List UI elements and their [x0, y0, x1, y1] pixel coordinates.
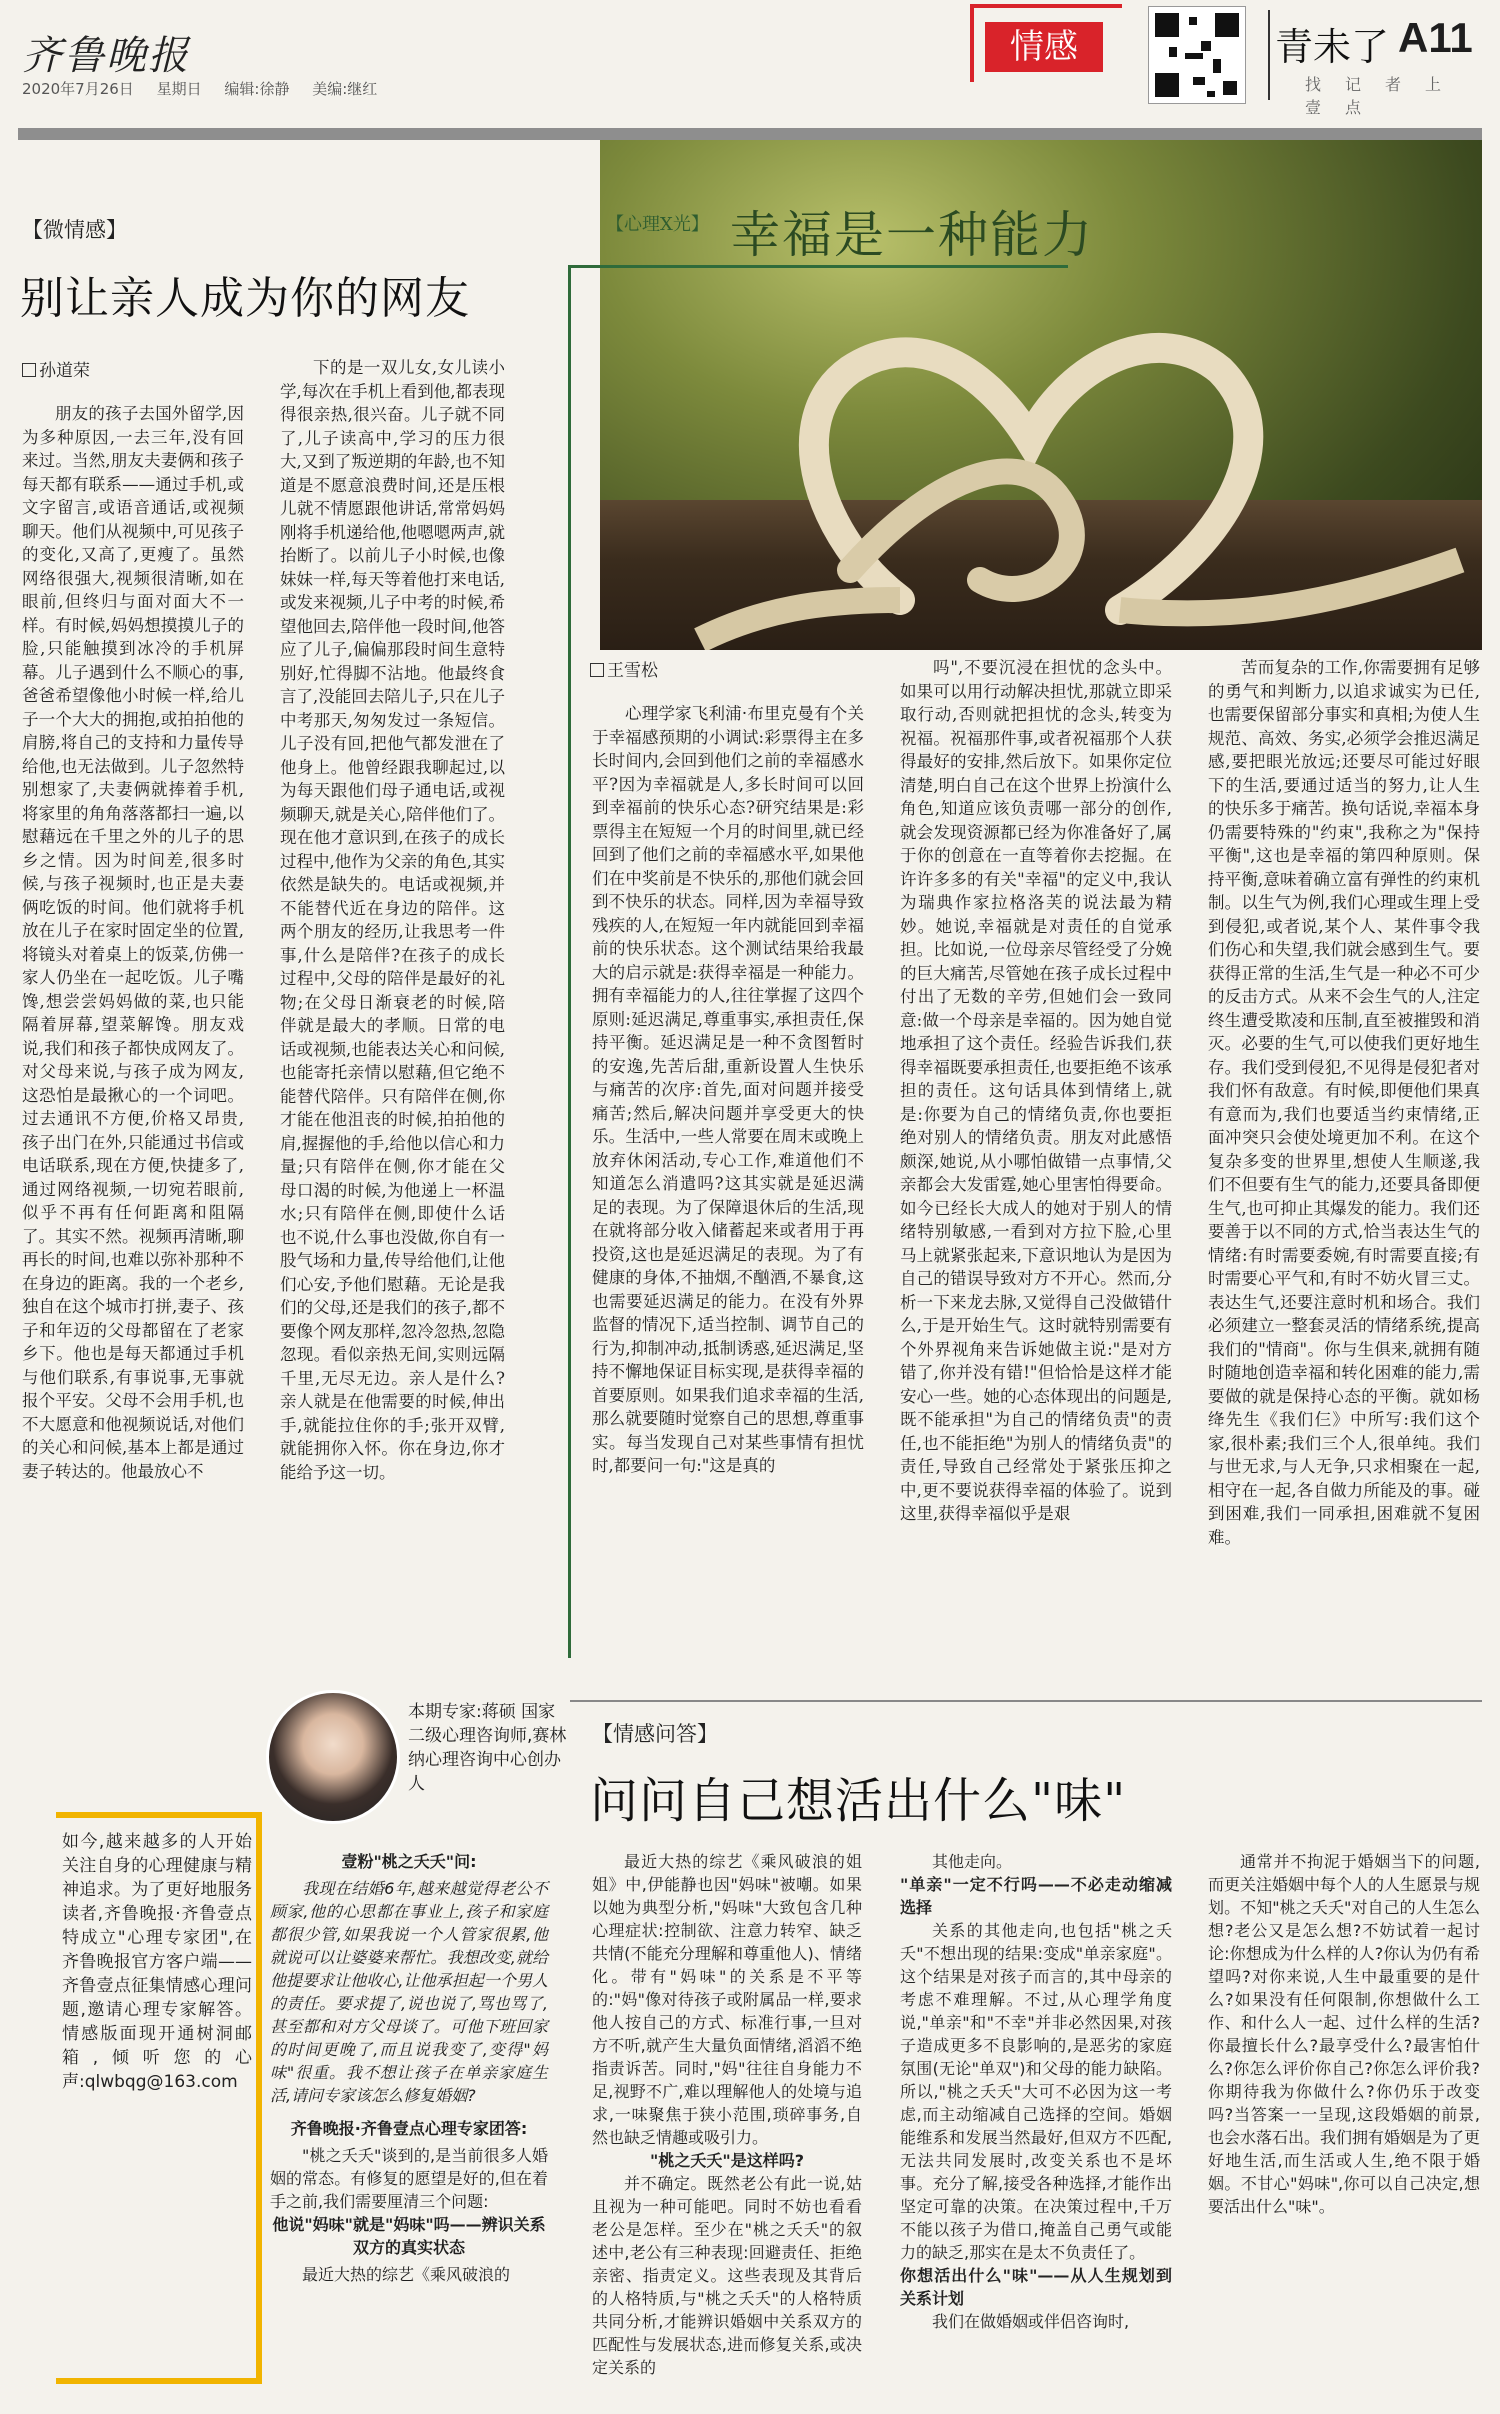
qa-column-3 [900, 1850, 1172, 2390]
article1-column-1 [22, 402, 244, 1642]
article1-body-1: 朋友的孩子去国外留学,因为多种原因,一去三年,没有回来过。当然,朋友夫妻俩和孩子每天都有联系——通过手机,或文字留言,或语音通话,或视频聊天。他们从视频中,可见孩子的变化,又高了,更瘦了。虽然网络很强大,视频很清晰,如在眼前,但终归与面对面大不一样。有时候,妈妈想摸摸儿子的脸,只能触摸到冰冷的手机屏幕。儿子遇到什么不顺心的事,爸爸希望像他小时候一样,给儿子一个大大的拥抱,或拍拍他的肩膀,将自己的支持和力量传导给他,也无法做到。儿子忽然特别想家了,夫妻俩就捧着手机,将家里的角角落落都扫一遍,以慰藉远在千里之外的儿子的思乡之情。因为时间差,很多时候,与孩子视频时,也正是夫妻俩吃饭的时间。他们就将手机放在儿子在家时固定坐的位置,将镜头对着桌上的饭菜,仿佛一家人仍坐在一起吃饭。儿子嘴馋,想尝尝妈妈做的菜,也只能隔着屏幕,望菜解馋。朋友戏说,我们和孩子都快成网友了。对父母来说,与孩子成为网友,这恐怕是最揪心的一个词吧。过去通讯不方便,价格又昂贵,孩子出门在外,只能通过书信或电话联系,现在方便,快捷多了,通过网络视频,一切宛若眼前,似乎不再有任何距离和阻隔了。其实不然。视频再清晰,聊再长的时间,也难以弥补那种不在身边的距离。我的一个老乡,独自在这个城市打拼,妻子、孩子和年迈的父母都留在了老家乡下。他也是每天都通过手机与他们联系,有事说事,无事就报个平安。父母不会用手机,也不大愿意和他视频说话,对他们的关心和问候,基本上都是通过妻子转达的。他最放心不 [22, 404, 244, 1481]
answer-p7: 通常并不拘泥于婚姻当下的问题,而更关注婚姻中每个人的人生愿景与规划。不知"桃之夭夭"对自己的人生怎么想?老公又是怎么想?不妨试着一起讨论:你想成为什么样的人?你认为仍有希望吗?对你来说,人生中最重要的是什么?如果没有任何限制,你想做什么工作、和什么人一起、过什么样的生活?你最擅长什么?最享受什么?最害怕什么?你怎么评价你自己?你怎么评价我?你期待我为你做什么?你仍乐于改变吗?当答案一一呈现,这段婚姻的前景,也会水落石出。我们拥有婚姻是为了更好地生活,而生活或人生,绝不限于婚姻。不甘心"妈味",你可以自己决定,想要活出什么"味"。 [1208, 1852, 1480, 2216]
question-text: 我现在结婚6年,越来越觉得老公不顾家,他的心思都在事业上,孩子和家庭都很少管,如果我说一个人管家很累,他就说可以让婆婆来帮忙。我想改变,就给他提要求让他收心,让他承担起一个男人的责任。要求提了,说也说了,骂也骂了,甚至都和对方父母谈了。可他下班回家的时间更晚了,而且说我变了,变得"妈味"很重。我不想让孩子在单亲家庭生活,请问专家该怎么修复婚姻? [270, 1879, 548, 2105]
expert-avatar [266, 1690, 400, 1824]
answer-sub1: 他说"妈味"就是"妈味"吗——辨识关系双方的真实状态 [272, 2215, 546, 2257]
article1-label: 【微情感】 [22, 218, 127, 242]
masthead-logo: 齐鲁晚报 [22, 33, 190, 79]
article2-title: 幸福是一种能力 [730, 206, 1094, 264]
article2-column-3 [1208, 656, 1480, 1656]
expert-intro: 本期专家:蒋硕 国家二级心理咨询师,赛林纳心理咨询中心创办人 [408, 1702, 567, 1794]
section-divider [570, 1700, 1482, 1702]
article1-title: 别让亲人成为你的网友 [20, 273, 470, 324]
issue-date: 2020年7月26日 [22, 80, 134, 98]
answer-p4: 其他走向。 [932, 1852, 1013, 1871]
section-tag: 情感 [985, 22, 1103, 72]
answer-sub3: "单亲"一定不行吗——不必走动缩减选择 [900, 1875, 1172, 1917]
page-number: A11 [1398, 14, 1473, 61]
article2-byline: 王雪松 [590, 656, 658, 681]
dateline [22, 78, 395, 99]
answer-intro: 齐鲁晚报·齐鲁壹点心理专家团答: [290, 2119, 528, 2138]
issue-weekday: 星期日 [156, 80, 202, 98]
section-name: 青未了 [1275, 25, 1390, 69]
qa-column-4 [1208, 1850, 1480, 2390]
header-slogan: 找记者上壹点 [1305, 75, 1466, 117]
article1-column-2 [280, 356, 505, 1642]
green-rule-vertical [568, 268, 571, 1658]
article2-column-1 [592, 702, 864, 1657]
header-divider [1268, 10, 1270, 100]
answer-p6: 我们在做婚姻或伴侣咨询时, [932, 2312, 1130, 2331]
header-rule [18, 128, 1482, 140]
article2-body-3: 苦而复杂的工作,你需要拥有足够的勇气和判断力,以追求诚实为已任,也需要保留部分事实和真相;为使人生规范、高效、务实,必须学会推迟满足感,要把眼光放远;还要尽可能过好眼下的生活,要通过适当的努力,让人生的快乐多于痛苦。换句话说,幸福本身仍需要特殊的"约束",我称之为"保持平衡",这也是幸福的第四种原则。保持平衡,意味着确立富有弹性的约束机制。以生气为例,我们心理或生理上受到侵犯,或者说,某个人、某件事令我们伤心和失望,我们就会感到生气。要获得正常的生活,生气是一种必不可少的反击方式。从来不会生气的人,注定终生遭受欺凌和压制,直至被摧毁和消灭。必要的生气,可以使我们更好地生存。我们受到侵犯,不见得是侵犯者对我们怀有敌意。有时候,即便他们果真有意而为,我们也要适当约束情绪,正面冲突只会使处境更加不利。在这个复杂多变的世界里,想使人生顺遂,我们不但要有生气的能力,还要具备即便生气,也可抑止其爆发的能力。我们还要善于以不同的方式,恰当表达生气的情绪:有时需要委婉,有时需要直接;有时需要心平气和,有时不妨火冒三丈。表达生气,还要注意时机和场合。我们必须建立一整套灵活的情绪系统,提高我们的"情商"。你与生俱来,就拥有随时随地创造幸福和转化困难的能力,需要做的就是保持心态的平衡。就如杨绛先生《我们仨》中所写:我们这个家,很朴素;我们三个人,很单纯。我们与世无求,与人无争,只求相聚在一起,相守在一起,各自做力所能及的事。碰到困难,我们一同承担,困难就不复困难。 [1208, 658, 1480, 1547]
editor-credit: 编辑:徐静 [224, 80, 290, 98]
article2-kicker: 【心理X光】 [606, 214, 709, 235]
article2-body-1: 心理学家飞利浦·布里克曼有个关于幸福感预期的小调试:彩票得主在多长时间内,会回到他们之前的幸福感水平?因为幸福就是人,多长时间可以回到幸福前的快乐心态?研究结果是:彩票得主在短短一个月的时间里,就已经回到了他们之前的幸福感水平,如果他们在中奖前是不快乐的,那他们就会回到不快乐的状态。同样,因为幸福导致残疾的人,在短短一年内就能回到幸福前的快乐状态。这个测试结果给我最大的启示就是:获得幸福是一种能力。拥有幸福能力的人,往往掌握了这四个原则:延迟满足,尊重事实,承担责任,保持平衡。延迟满足是一种不贪图暂时的安逸,先苦后甜,重新设置人生快乐与痛苦的次序:首先,面对问题并接受痛苦;然后,解决问题并享受更大的快乐。生活中,一些人常要在周末或晚上放弃休闲活动,专心工作,难道他们不知道怎么消遣吗?这其实就是延迟满足的表现。为了保障退休后的生活,现在就将部分收入储蓄起来或者用于再投资,这也是延迟满足的表现。为了有健康的身体,不抽烟,不酗酒,不暴食,这也需要延迟满足的能力。在没有外界监督的情况下,适当控制、调节自己的行为,抑制冲动,抵制诱惑,延迟满足,坚持不懈地保证目标实现,是获得幸福的首要原则。如果我们追求幸福的生活,那么就要随时觉察自己的思想,尊重事实。每当发现自己对某些事情有担忧时,都要问一句:"这是真的 [592, 704, 864, 1475]
qa-question-block [270, 1850, 548, 2286]
question-title: 壹粉"桃之夭夭"问: [341, 1852, 477, 1871]
answer-sub4: 你想活出什么"味"——从人生规划到关系计划 [900, 2266, 1172, 2308]
article1-body-2: 下的是一双儿女,女儿读小学,每次在手机上看到他,都表现得很亲热,很兴奋。儿子就不同了,儿子读高中,学习的压力很大,又到了叛逆期的年龄,也不知道是不愿意浪费时间,还是压根儿就不情愿跟他讲话,常常妈妈刚将手机递给他,他嗯嗯两声,就抬断了。以前儿子小时候,也像妹妹一样,每天等着他打来电话,或发来视频,儿子中考的时候,希望他回去,陪伴他一段时间,他答应了儿子,偏偏那段时间生意特别好,忙得脚不沾地。他最终食言了,没能回去陪儿子,只在儿子中考那天,匆匆发过一条短信。儿子没有回,把他气都发泄在了他身上。他曾经跟我聊起过,以为每天跟他们母子通电话,或视频聊天,就是关心,陪伴他们了。现在他才意识到,在孩子的成长过程中,他作为父亲的角色,其实依然是缺失的。电话或视频,并不能替代近在身边的陪伴。这两个朋友的经历,让我思考一件事,什么是陪伴?在孩子的成长过程中,父母的陪伴是最好的礼物;在父母日渐衰老的时候,陪伴就是最大的孝顺。日常的电话或视频,也能表达关心和问候,也能寄托亲情以慰藉,但它绝不能替代陪伴。只有陪伴在侧,你才能在他沮丧的时候,拍拍他的肩,握握他的手,给他以信心和力量;只有陪伴在侧,你才能在父母口渴的时候,为他递上一杯温水;只有陪伴在侧,即使什么话也不说,什么事也没做,你自有一股气场和力量,传导给他们,让他们心安,予他们慰藉。无论是我们的父母,还是我们的孩子,都不要像个网友那样,忽冷忽热,忽隐忽现。看似亲热无间,实则远隔千里,无尽无边。亲人是什么?亲人就是在他需要的时候,伸出手,就能拉住你的手;张开双臂,就能拥你入怀。你在身边,你才能给予这一切。 [280, 358, 505, 1482]
answer-p5: 关系的其他走向,也包括"桃之夭夭"不想出现的结果:变成"单亲家庭"。这个结果是对孩子而言的,其中母亲的考虑不难理解。不过,从心理学角度说,"单亲"和"不幸"并非必然因果,对孩子造成更多不良影响的,是恶劣的家庭氛围(无论"单双")和父母的能力缺陷。所以,"桃之夭夭"大可不必因为这一考虑,而主动缩减自己选择的空间。婚姻能维系和发展当然最好,但双方不匹配,无法共同发展时,改变关系也不是坏事。充分了解,接受各种选择,才能作出坚定可靠的决策。在决策过程中,千万不能以孩子为借口,掩盖自己勇气或能力的缺乏,那实在是太不负责任了。 [900, 1921, 1172, 2262]
article2-body-2: 吗",不要沉浸在担忧的念头中。如果可以用行动解决担忧,那就立即采取行动,否则就把担忧的念头,转变为祝福。祝福那件事,或者祝福那个人获得最好的安排,然后放下。如果你定位清楚,明白自己在这个世界上扮演什么角色,知道应该负责哪一部分的创作,就会发现资源都已经为你准备好了,属于你的创意在一直等着你去挖掘。在许许多多的有关"幸福"的定义中,我认为瑞典作家拉格洛芙的说法最为精妙。她说,幸福就是对责任的自觉承担。比如说,一位母亲尽管经受了分娩的巨大痛苦,尽管她在孩子成长过程中付出了无数的辛劳,但她们会一致同意:做一个母亲是幸福的。因为她自觉地承担了这个责任。经验告诉我们,获得幸福既要承担责任,也要拒绝不该承担的责任。这句话具体到情绪上,就是:你要为自己的情绪负责,你也要拒绝对别人的情绪负责。朋友对此感悟颇深,她说,从小哪怕做错一点事情,父亲都会大发雷霆,她心里害怕得要命。如今已经长大成人的她对于别人的情绪特别敏感,一看到对方拉下脸,心里马上就紧张起来,下意识地认为是因为自己的错误导致对方不开心。然而,分析一下来龙去脉,又觉得自己没做错什么,于是开始生气。这时就特别需要有个外界视角来告诉她做主说:"是对方错了,你并没有错!"但恰恰是这样才能安心一些。她的心态体现出的问题是,既不能承担"为自己的情绪负责"的责任,也不能拒绝"为别人的情绪负责"的责任,导致自己经常处于紧张压抑之中,更不要说获得幸福的体验了。说到这里,获得幸福似乎是艰 [900, 658, 1172, 1523]
designer-credit: 美编:继红 [312, 80, 378, 98]
answer-p2-start: 最近大热的综艺《乘风破浪的 [302, 2265, 511, 2284]
answer-p3: 并不确定。既然老公有此一说,姑且视为一种可能吧。同时不妨也看看老公是怎样。至少在"桃之夭夭"的叙述中,老公有三种表现:回避责任、拒绝亲密、指责定义。这些表现及其背后的人格特质,与"桃之夭夭"的人格特质共同分析,才能辨识婚姻中关系双方的匹配性与发展状态,进而修复关系,或决定关系的 [592, 2174, 862, 2377]
answer-p1: "桃之夭夭"谈到的,是当前很多人婚姻的常态。有修复的愿望是好的,但在着手之前,我们需要厘清三个问题: [270, 2146, 548, 2211]
article2-column-2 [900, 656, 1172, 1656]
article1-byline: 孙道荣 [22, 356, 90, 381]
green-rule-horizontal [568, 265, 1068, 268]
qr-code-icon[interactable] [1148, 6, 1246, 104]
qa-title: 问问自己想活出什么"味" [590, 1773, 1127, 1829]
notice-text: 如今,越来越多的人开始关注自身的心理健康与精神追求。为了更好地服务读者,齐鲁晚报·齐鲁壹点特成立"心理专家团",在齐鲁晚报官方客户端——齐鲁壹点征集情感心理问题,邀请心理专家解答。情感版面现开通树洞邮箱,倾听您的心声:qlwbqg@163.com [62, 1832, 252, 2092]
answer-sub2: "桃之夭夭"是这样吗? [650, 2151, 804, 2170]
qa-label: 【情感问答】 [592, 1722, 718, 1746]
qa-column-2 [592, 1850, 862, 2390]
answer-p2: 最近大热的综艺《乘风破浪的姐姐》中,伊能静也因"妈味"被嘲。如果以她为典型分析,"妈味"大致包含几种心理症状:控制欲、注意力转窄、缺乏共情(不能充分理解和尊重他人)、情绪化。带有"妈味"的关系是不平等的:"妈"像对待孩子或附属品一样,要求他人按自己的方式、标准行事,一旦对方不听,就产生大量负面情绪,滔滔不绝指责诉苦。同时,"妈"往往自身能力不足,视野不广,难以理解他人的处境与追求,一味聚焦于狭小范围,琐碎事务,自然也缺乏情趣或吸引力。 [592, 1852, 862, 2147]
